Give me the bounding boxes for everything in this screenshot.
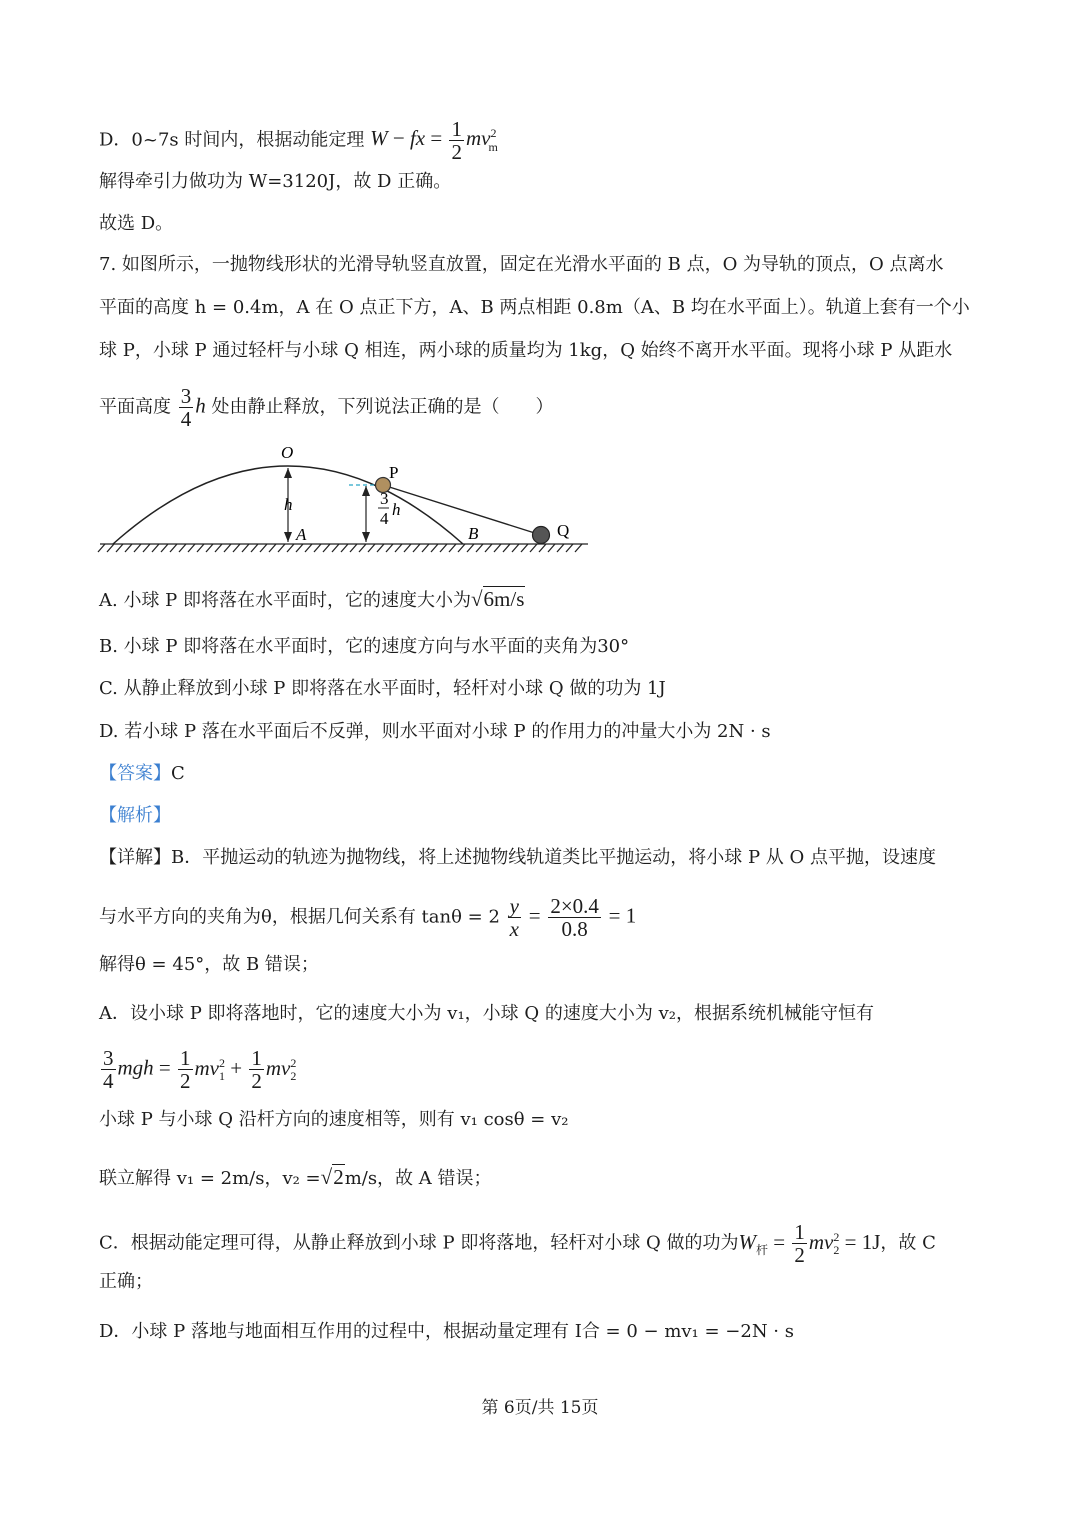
light-rod (383, 485, 541, 535)
question-7-line-3: 球 P，小球 P 通过轻杆与小球 Q 相连，两小球的质量均为 1kg，Q 始终不离开水平面。现将小球 P 从距水 (99, 340, 953, 361)
option-d-line (99, 118, 498, 163)
ground-hatch-mark (269, 544, 276, 552)
ground-hatch-mark (197, 544, 204, 552)
label-q: Q (557, 521, 570, 540)
detail-line-2-prefix: 与水平方向的夹角为θ，根据几何关系有 tanθ = 2 (99, 906, 500, 928)
ground-hatch-mark (476, 544, 483, 552)
ground-hatch-mark (305, 544, 312, 552)
ground-hatch-mark (359, 544, 366, 552)
question-7-line-4 (99, 385, 553, 430)
analysis-tag: 【解析】 (99, 805, 171, 826)
energy-equation: $\frac{3}{4}$ mgh = $\frac{1}{2}$ $mv_1^2$ + $\frac{1}{2}$ $mv_2^2$ (103, 1046, 297, 1093)
detail-line-2 (99, 895, 636, 940)
option-a-sqrt: 6m/s (483, 587, 525, 611)
three-quarter-h-arrow-top (362, 486, 370, 496)
detail-line-4: A．设小球 P 即将落地时，它的速度大小为 v₁，小球 Q 的速度大小为 v₂，根据系统机械能守恒有 (99, 1003, 874, 1024)
work-energy-formula: W − fx = $\frac{1}{2}$ $mv^2_m$ (370, 117, 498, 164)
ground-hatch-mark (521, 544, 528, 552)
h-arrow-bottom (284, 532, 292, 542)
detail-line-6: 小球 P 与小球 Q 沿杆方向的速度相等，则有 v₁ cosθ = v₂ (99, 1109, 569, 1130)
answer-value: C (171, 763, 185, 784)
frac-1-2-b: $\frac{1}{2}$ (251, 1046, 262, 1093)
three-quarters-fraction: $\frac{3}{4}$ (180, 384, 192, 431)
three-quarter-h-arrow-bottom (362, 532, 370, 542)
tan-result: = 1 (608, 903, 637, 928)
ground-hatch-mark (314, 544, 321, 552)
ground-hatch-mark (530, 544, 537, 552)
ground-hatch-mark (548, 544, 555, 552)
ground-hatch-mark (512, 544, 519, 552)
ground-hatch-mark (395, 544, 402, 552)
ground-hatch-mark (161, 544, 168, 552)
option-c: C. 从静止释放到小球 P 即将落在水平面时，轻杆对小球 Q 做的功为 1J (99, 678, 666, 699)
label-34h-num: 3 (380, 489, 389, 508)
ground-hatch-mark (296, 544, 303, 552)
detail-line-10: D．小球 P 落地与地面相互作用的过程中，根据动量定理有 I合 = 0 − mv₁ = −2N · s (99, 1321, 794, 1342)
answer-tag: 【答案】 (99, 763, 171, 784)
detail-line-7-sqrt: 2 (333, 1165, 344, 1189)
ground-hatch-mark (449, 544, 456, 552)
analysis-line (99, 804, 171, 828)
ground-hatch-mark (152, 544, 159, 552)
detail-line-8-suffix: ，故 C (880, 1232, 936, 1254)
solution-line: 解得牵引力做功为 W=3120J，故 D 正确。 (99, 171, 452, 192)
ground-hatch-mark (287, 544, 294, 552)
frac-1-2-a: $\frac{1}{2}$ (180, 1046, 191, 1093)
ground-hatch-mark (323, 544, 330, 552)
ground-hatch-mark (494, 544, 501, 552)
ground-hatch-mark (377, 544, 384, 552)
label-b: B (468, 524, 479, 543)
question-7-line-4-prefix: 平面高度 (99, 396, 171, 418)
answer-line (99, 762, 185, 786)
ground-hatch-mark (404, 544, 411, 552)
ground-hatch-mark (143, 544, 150, 552)
ground-hatch-mark (215, 544, 222, 552)
ground-hatch-mark (566, 544, 573, 552)
question-7-line-2: 平面的高度 h = 0.4m，A 在 O 点正下方，A、B 两点相距 0.8m（A、B 均在水平面上）。轨道上套有一个小 (99, 297, 970, 318)
frac-3-4: $\frac{3}{4}$ (103, 1046, 114, 1093)
equals-sign-1: = (528, 903, 541, 928)
label-a: A (296, 525, 307, 544)
choice-line: 故选 D。 (99, 213, 174, 234)
ground-hatch-mark (134, 544, 141, 552)
frac-1-2-c: $\frac{1}{2}$ (794, 1220, 805, 1267)
option-d-text: D．0~7s 时间内，根据动能定理 (99, 129, 365, 151)
ground-hatch-mark (386, 544, 393, 552)
detail-line-8 (99, 1221, 936, 1266)
ground-hatch-mark (341, 544, 348, 552)
parabola-track-figure (95, 438, 595, 558)
ground-surface (98, 544, 588, 552)
ball-q (533, 527, 550, 544)
ground-hatch-mark (233, 544, 240, 552)
ground-hatch-mark (440, 544, 447, 552)
tan-fraction: $\frac{2\times 0.4}{0.8}$ (550, 894, 599, 941)
ground-hatch-mark (575, 544, 582, 552)
ground-hatch-mark (368, 544, 375, 552)
work-formula-tail: $mv_2^2 = 1J$ (808, 1229, 881, 1257)
detail-line-7-sqrt-wrap: √2 (320, 1165, 344, 1189)
ground-hatch-mark (107, 544, 114, 552)
work-formula: $W_杆$ = (738, 1229, 791, 1257)
ground-hatch-mark (467, 544, 474, 552)
option-b: B. 小球 P 即将落在水平面时，它的速度方向与水平面的夹角为30° (99, 636, 630, 657)
label-p: P (389, 463, 399, 482)
ground-hatch-mark (413, 544, 420, 552)
label-o: O (281, 443, 294, 462)
label-34h-den: 4 (380, 509, 389, 528)
ground-hatch-mark (431, 544, 438, 552)
option-a-value: √6m/s (471, 587, 525, 611)
ground-hatch-mark (206, 544, 213, 552)
ground-hatch-mark (503, 544, 510, 552)
ground-hatch-mark (251, 544, 258, 552)
option-a-text: A. 小球 P 即将落在水平面时，它的速度大小为 (99, 590, 471, 611)
ground-hatch-mark (125, 544, 132, 552)
ground-hatch-mark (242, 544, 249, 552)
detail-line-3: 解得θ = 45°，故 B 错误； (99, 954, 319, 975)
question-7-line-1: 7. 如图所示，一抛物线形状的光滑导轨竖直放置，固定在光滑水平面的 B 点，O 为导轨的顶点，O 点离水 (99, 254, 944, 275)
ground-hatch-mark (116, 544, 123, 552)
ground-hatch-mark (179, 544, 186, 552)
h-variable: h (195, 393, 206, 418)
detail-line-8-prefix: C．根据动能定理可得，从静止释放到小球 P 即将落地，轻杆对小球 Q 做的功为 (99, 1232, 739, 1254)
ground-hatch-mark (98, 544, 105, 552)
option-d: D. 若小球 P 落在水平面后不反弹，则水平面对小球 P 的作用力的冲量大小为 2N · s (99, 721, 771, 742)
y-over-x-fraction: $\frac{y}{x}$ (509, 894, 519, 941)
h-arrow-top (284, 468, 292, 478)
page-footer: 第 6页/共 15页 (481, 1398, 599, 1418)
ground-hatch-mark (170, 544, 177, 552)
ground-hatch-mark (260, 544, 267, 552)
label-34h-h: h (392, 500, 401, 519)
ground-hatch-mark (350, 544, 357, 552)
ground-hatch-mark (485, 544, 492, 552)
detail-line-7 (99, 1165, 492, 1191)
label-h: h (284, 495, 293, 514)
ground-hatch-mark (278, 544, 285, 552)
ground-hatch-mark (224, 544, 231, 552)
detail-line-7-suffix: m/s，故 A 错误； (344, 1168, 492, 1189)
ground-hatch-mark (188, 544, 195, 552)
ground-hatch-mark (422, 544, 429, 552)
option-a (99, 587, 525, 613)
detail-line-7-prefix: 联立解得 v₁ = 2m/s，v₂ = (99, 1168, 321, 1189)
detail-line-1: 【详解】B．平抛运动的轨迹为抛物线，将上述抛物线轨道类比平抛运动，将小球 P 从 O 点平抛，设速度 (99, 847, 936, 868)
detail-line-9: 正确； (99, 1271, 153, 1292)
question-7-line-4-suffix: 处由静止释放，下列说法正确的是（ ） (211, 396, 554, 418)
ground-hatch-mark (458, 544, 465, 552)
ground-hatch-mark (332, 544, 339, 552)
ground-hatch-mark (557, 544, 564, 552)
ground-hatch-mark (539, 544, 546, 552)
